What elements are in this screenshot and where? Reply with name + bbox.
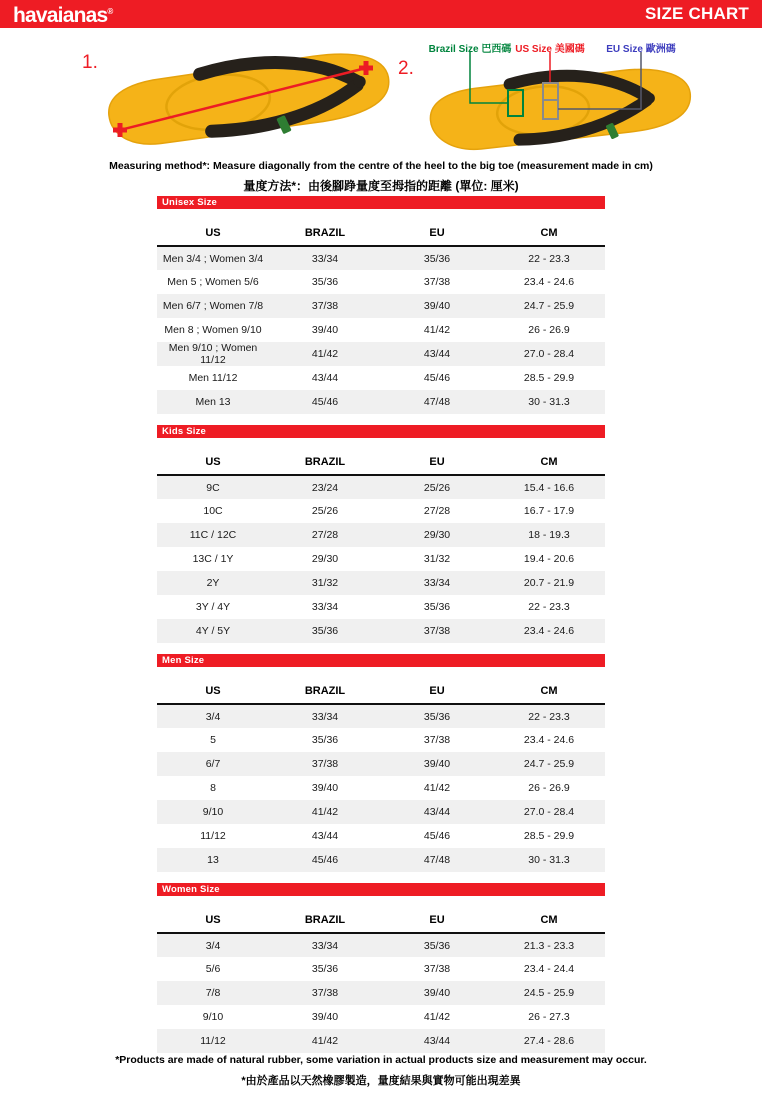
- table-cell: 22 - 23.3: [528, 601, 570, 613]
- size-section-women-size: [157, 883, 605, 1053]
- column-header: BRAZIL: [269, 678, 381, 704]
- table-head: [157, 907, 605, 933]
- table-body: [157, 246, 605, 414]
- table-cell: 37/38: [423, 734, 451, 746]
- table-cell: 27/28: [423, 505, 451, 517]
- table-row: [157, 1005, 605, 1029]
- table-cell: 13: [207, 854, 219, 866]
- table-cell: 19.4 - 20.6: [523, 553, 575, 565]
- table-cell: Men 13: [195, 396, 231, 408]
- table-cell: 27.0 - 28.4: [523, 348, 575, 360]
- column-header: EU: [381, 220, 493, 246]
- table-cell: 23.4 - 24.4: [523, 963, 575, 975]
- table-row: [157, 595, 605, 619]
- table-cell: 9/10: [202, 806, 224, 818]
- table-cell: 37/38: [423, 963, 451, 975]
- table-row: [157, 776, 605, 800]
- step-2-label: 2.: [398, 58, 414, 79]
- table-row: [157, 619, 605, 643]
- table-cell: 11C / 12C: [189, 529, 237, 541]
- logo-text: havaianas: [13, 4, 108, 27]
- section-banner: Women Size: [157, 883, 605, 896]
- table-cell: 35/36: [423, 939, 451, 952]
- table-cell: 31/32: [311, 577, 339, 589]
- table-cell: 45/46: [311, 396, 339, 408]
- table-cell: 41/42: [311, 806, 339, 818]
- footer-notes: [0, 1054, 762, 1088]
- table-cell: 35/36: [311, 734, 339, 746]
- table-cell: 20.7 - 21.9: [523, 577, 575, 589]
- table-cell: 35/36: [423, 252, 451, 265]
- table-cell: 31/32: [423, 553, 451, 565]
- header-row: [157, 907, 605, 933]
- column-header: CM: [493, 449, 605, 475]
- table-cell: 43/44: [311, 372, 339, 384]
- table-body: [157, 933, 605, 1053]
- table-row: [157, 390, 605, 414]
- table-head: [157, 678, 605, 704]
- table-cell: 26 - 26.9: [528, 324, 570, 336]
- table-row: [157, 270, 605, 294]
- table-cell: 37/38: [311, 987, 339, 999]
- table-cell: 30 - 31.3: [528, 854, 570, 866]
- table-head: [157, 220, 605, 246]
- table-cell: 35/36: [423, 710, 451, 723]
- header-row: [157, 449, 605, 475]
- table-cell: 26 - 26.9: [528, 782, 570, 794]
- table-cell: 5: [210, 734, 216, 746]
- column-header: CM: [493, 220, 605, 246]
- section-banner: Men Size: [157, 654, 605, 667]
- table-row: [157, 499, 605, 523]
- table-cell: 39/40: [423, 300, 451, 312]
- flipflop-1-body: [105, 47, 394, 155]
- table-cell: 15.4 - 16.6: [523, 481, 575, 494]
- table-cell: 33/34: [423, 577, 451, 589]
- table-cell: 43/44: [423, 348, 451, 360]
- table-cell: 43/44: [423, 806, 451, 818]
- table-cell: 37/38: [423, 276, 451, 288]
- table-cell: 39/40: [311, 782, 339, 794]
- flipflop-illustration-1: [68, 38, 403, 158]
- size-table-unisex-size: [157, 220, 605, 414]
- table-cell: 25/26: [311, 505, 339, 517]
- table-row: [157, 824, 605, 848]
- table-row: [157, 366, 605, 390]
- header-row: [157, 678, 605, 704]
- table-row: [157, 294, 605, 318]
- table-cell: 28.5 - 29.9: [523, 372, 575, 384]
- table-row: [157, 547, 605, 571]
- footer-note-zh: *由於產品以天然橡膠製造，量度結果與實物可能出現差異: [241, 1075, 521, 1087]
- table-cell: 11/12: [200, 830, 226, 842]
- table-cell: 33/34: [311, 710, 339, 723]
- flipflop-illustration-2: [410, 52, 705, 160]
- table-cell: 3/4: [205, 939, 221, 952]
- column-header: US: [157, 449, 269, 475]
- us-size-label: US Size 美國碼: [515, 44, 585, 55]
- section-banner: Kids Size: [157, 425, 605, 438]
- table-cell: 16.7 - 17.9: [523, 505, 575, 517]
- size-section-unisex-size: [157, 196, 605, 414]
- footer-note-en: *Products are made of natural rubber, some variation in actual products size and measurement may occur.: [115, 1054, 647, 1066]
- table-cell: 41/42: [423, 1011, 451, 1023]
- measuring-method-zh: 量度方法*：由後腳踭量度至拇指的距離 (單位: 厘米): [243, 179, 519, 193]
- table-cell: 39/40: [311, 324, 339, 336]
- column-header: EU: [381, 449, 493, 475]
- table-cell: 27.0 - 28.4: [523, 806, 575, 818]
- table-cell: 28.5 - 29.9: [523, 830, 575, 842]
- column-header: EU: [381, 907, 493, 933]
- eu-size-label: EU Size 歐洲碼: [606, 44, 676, 55]
- section-banner: Unisex Size: [157, 196, 605, 209]
- table-body: [157, 704, 605, 872]
- table-cell: 18 - 19.3: [528, 529, 570, 541]
- table-cell: 35/36: [423, 601, 451, 613]
- table-cell: 27.4 - 28.6: [523, 1035, 575, 1047]
- column-header: BRAZIL: [269, 907, 381, 933]
- table-cell: 37/38: [423, 625, 451, 637]
- flipflop-2-body: [428, 65, 694, 156]
- table-cell: 33/34: [311, 252, 339, 265]
- table-cell: 35/36: [311, 963, 339, 975]
- table-cell: 33/34: [311, 939, 339, 952]
- table-row: [157, 571, 605, 595]
- step-1-label: 1.: [82, 52, 98, 73]
- table-cell: Men 5 ; Women 5/6: [167, 276, 259, 288]
- table-cell: 3/4: [205, 710, 221, 723]
- table-row: [157, 318, 605, 342]
- brazil-size-label: Brazil Size 巴西碼: [428, 44, 512, 55]
- table-cell: Men 6/7 ; Women 7/8: [162, 300, 264, 312]
- table-cell: 24.7 - 25.9: [523, 300, 575, 312]
- table-cell: 24.7 - 25.9: [523, 758, 575, 770]
- table-cell: 47/48: [423, 396, 451, 408]
- size-section-men-size: [157, 654, 605, 872]
- table-cell: 29/30: [423, 529, 451, 541]
- page-title: SIZE CHART: [645, 4, 749, 23]
- table-cell: 23/24: [311, 481, 339, 494]
- table-cell: 33/34: [311, 601, 339, 613]
- table-cell: 9C: [206, 481, 220, 494]
- table-cell: 26 - 27.3: [528, 1011, 570, 1023]
- table-cell: 30 - 31.3: [528, 396, 570, 408]
- table-cell: 39/40: [423, 758, 451, 770]
- table-cell: 39/40: [423, 987, 451, 999]
- table-cell: 4Y / 5Y: [195, 625, 231, 637]
- table-cell: 35/36: [311, 625, 339, 637]
- table-cell: 11/12: [200, 1035, 226, 1047]
- table-cell: 45/46: [423, 830, 451, 842]
- table-cell: 45/46: [311, 854, 339, 866]
- measuring-method: [0, 160, 762, 194]
- table-cell: 41/42: [311, 1035, 339, 1047]
- table-cell: Men 8 ; Women 9/10: [164, 324, 262, 336]
- table-cell: 43/44: [311, 830, 339, 842]
- column-header: US: [157, 220, 269, 246]
- table-cell: Men 3/4 ; Women 3/4: [162, 252, 264, 265]
- column-header: BRAZIL: [269, 449, 381, 475]
- table-cell: 37/38: [311, 300, 339, 312]
- table-cell: 37/38: [311, 758, 339, 770]
- table-cell: 35/36: [311, 276, 339, 288]
- table-row: [157, 848, 605, 872]
- size-section-kids-size: [157, 425, 605, 643]
- size-table-kids-size: [157, 449, 605, 643]
- table-cell: Men 11/12: [188, 372, 238, 384]
- registered-mark: ®: [107, 7, 113, 16]
- table-row: [157, 523, 605, 547]
- table-row: [157, 728, 605, 752]
- table-cell: 21.3 - 23.3: [523, 939, 575, 952]
- havaianas-logo: [13, 0, 112, 30]
- column-header: BRAZIL: [269, 220, 381, 246]
- table-head: [157, 449, 605, 475]
- table-row: [157, 933, 605, 957]
- table-cell: 41/42: [423, 324, 451, 336]
- column-header: CM: [493, 907, 605, 933]
- measuring-method-en: Measuring method*: Measure diagonally from the centre of the heel to the big toe (measurement made in cm): [109, 160, 653, 172]
- table-cell: 39/40: [311, 1011, 339, 1023]
- header-row: [157, 220, 605, 246]
- table-cell: 41/42: [423, 782, 451, 794]
- column-header: US: [157, 907, 269, 933]
- table-cell: 13C / 1Y: [192, 553, 234, 565]
- table-row: [157, 475, 605, 499]
- table-body: [157, 475, 605, 643]
- table-row: [157, 957, 605, 981]
- table-cell: 22 - 23.3: [528, 252, 570, 265]
- table-cell: 3Y / 4Y: [195, 601, 231, 613]
- header-bar: [0, 0, 762, 28]
- table-cell: 8: [210, 782, 216, 794]
- column-header: EU: [381, 678, 493, 704]
- table-cell: 24.5 - 25.9: [523, 987, 575, 999]
- table-row: [157, 752, 605, 776]
- table-cell: 41/42: [311, 348, 339, 360]
- table-cell: 2Y: [206, 577, 220, 589]
- table-cell: 29/30: [311, 553, 339, 565]
- table-cell: 5/6: [205, 963, 221, 975]
- table-cell: 25/26: [423, 481, 451, 494]
- table-cell: 22 - 23.3: [528, 710, 570, 723]
- table-cell: 10C: [203, 505, 223, 517]
- table-cell: 6/7: [205, 758, 221, 770]
- table-cell: 47/48: [423, 854, 451, 866]
- table-cell: 27/28: [311, 529, 339, 541]
- column-header: US: [157, 678, 269, 704]
- table-cell: 23.4 - 24.6: [523, 734, 575, 746]
- table-row: [157, 704, 605, 728]
- table-cell: 45/46: [423, 372, 451, 384]
- table-cell: 23.4 - 24.6: [523, 625, 575, 637]
- table-row: [157, 246, 605, 270]
- table-row: [157, 800, 605, 824]
- column-header: CM: [493, 678, 605, 704]
- table-cell: 43/44: [423, 1035, 451, 1047]
- table-row: [157, 1029, 605, 1053]
- table-cell: 23.4 - 24.6: [523, 276, 575, 288]
- size-table-women-size: [157, 907, 605, 1053]
- table-cell: 9/10: [202, 1011, 224, 1023]
- size-table-men-size: [157, 678, 605, 872]
- table-row: [157, 981, 605, 1005]
- measurement-diagram: [0, 28, 762, 160]
- size-tables: [157, 196, 605, 1064]
- table-row: [157, 342, 605, 366]
- table-cell: 7/8: [205, 987, 221, 999]
- table-cell: Men 9/10 ; Women 11/12: [168, 342, 258, 366]
